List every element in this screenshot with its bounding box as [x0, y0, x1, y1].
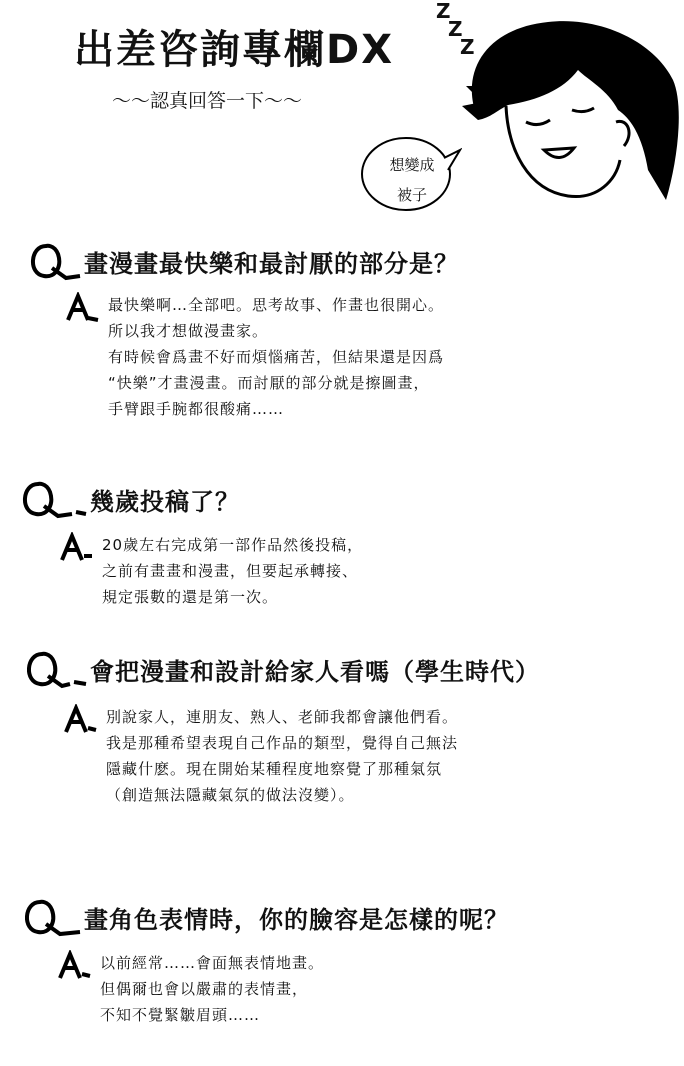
q-letter-icon — [20, 648, 90, 690]
a-letter-icon — [62, 704, 102, 736]
answer-4 — [56, 950, 656, 1034]
answer-line: 最快樂啊…全部吧。思考故事、作畫也很開心。 — [108, 296, 445, 314]
question-3 — [20, 648, 540, 690]
answer-1 — [64, 292, 664, 432]
answer-line: “快樂”才畫漫畫。而討厭的部分就是擦圖畫， — [108, 374, 430, 392]
q-letter-icon — [18, 896, 84, 938]
page-subtitle: ～～認真回答一下～～ — [112, 90, 303, 112]
bubble-line: 想變成 — [389, 156, 435, 174]
answer-line: 手臂跟手腕都很酸痛…… — [108, 400, 285, 418]
a-letter-icon — [56, 950, 96, 982]
speech-bubble-text — [382, 150, 442, 210]
question-text: 幾歲投稿了？ — [90, 487, 240, 516]
zzz-letter: Z — [436, 0, 451, 23]
question-text: 畫角色表情時，你的臉容是怎樣的呢？ — [84, 905, 509, 934]
author-face-illustration — [448, 10, 684, 210]
answer-line: 但偶爾也會以嚴肅的表情畫， — [100, 980, 309, 998]
question-text: 會把漫畫和設計給家人看嗎（學生時代） — [90, 657, 540, 686]
answer-line: 所以我才想做漫畫家。 — [108, 322, 269, 340]
a-letter-icon — [58, 532, 98, 564]
answer-line: 隱藏什麽。現在開始某種程度地察覺了那種氣氛 — [106, 760, 443, 778]
answer-line: 有時候會爲畫不好而煩惱痛苦，但結果還是因爲 — [108, 348, 445, 366]
answer-line: 別說家人，連朋友、熟人、老師我都會讓他們看。 — [106, 708, 459, 726]
answer-line: 之前有畫畫和漫畫，但要起承轉接、 — [102, 562, 359, 580]
answer-line: 我是那種希望表現自己作品的類型，覺得自己無法 — [106, 734, 459, 752]
q-letter-icon — [16, 478, 90, 520]
question-1 — [24, 240, 459, 282]
answer-3 — [62, 704, 662, 814]
answer-2 — [58, 532, 658, 616]
answer-line: 不知不覺緊皺眉頭…… — [100, 1006, 261, 1024]
page-title: 出差咨詢專欄DX — [74, 27, 395, 73]
question-2 — [16, 478, 240, 520]
a-letter-icon — [64, 292, 104, 324]
zzz-letter: Z — [460, 35, 475, 59]
bubble-line: 被子 — [396, 186, 427, 204]
zzz-letter: Z — [448, 17, 463, 41]
question-text: 畫漫畫最快樂和最討厭的部分是？ — [84, 249, 459, 278]
answer-line: 規定張數的還是第一次。 — [102, 588, 279, 606]
answer-line: 以前經常……會面無表情地畫。 — [100, 954, 325, 972]
question-4 — [18, 896, 509, 938]
answer-line: 20歲左右完成第一部作品然後投稿， — [102, 536, 364, 554]
answer-line: （創造無法隱藏氣氛的做法沒變）。 — [106, 786, 355, 804]
q-letter-icon — [24, 240, 84, 282]
